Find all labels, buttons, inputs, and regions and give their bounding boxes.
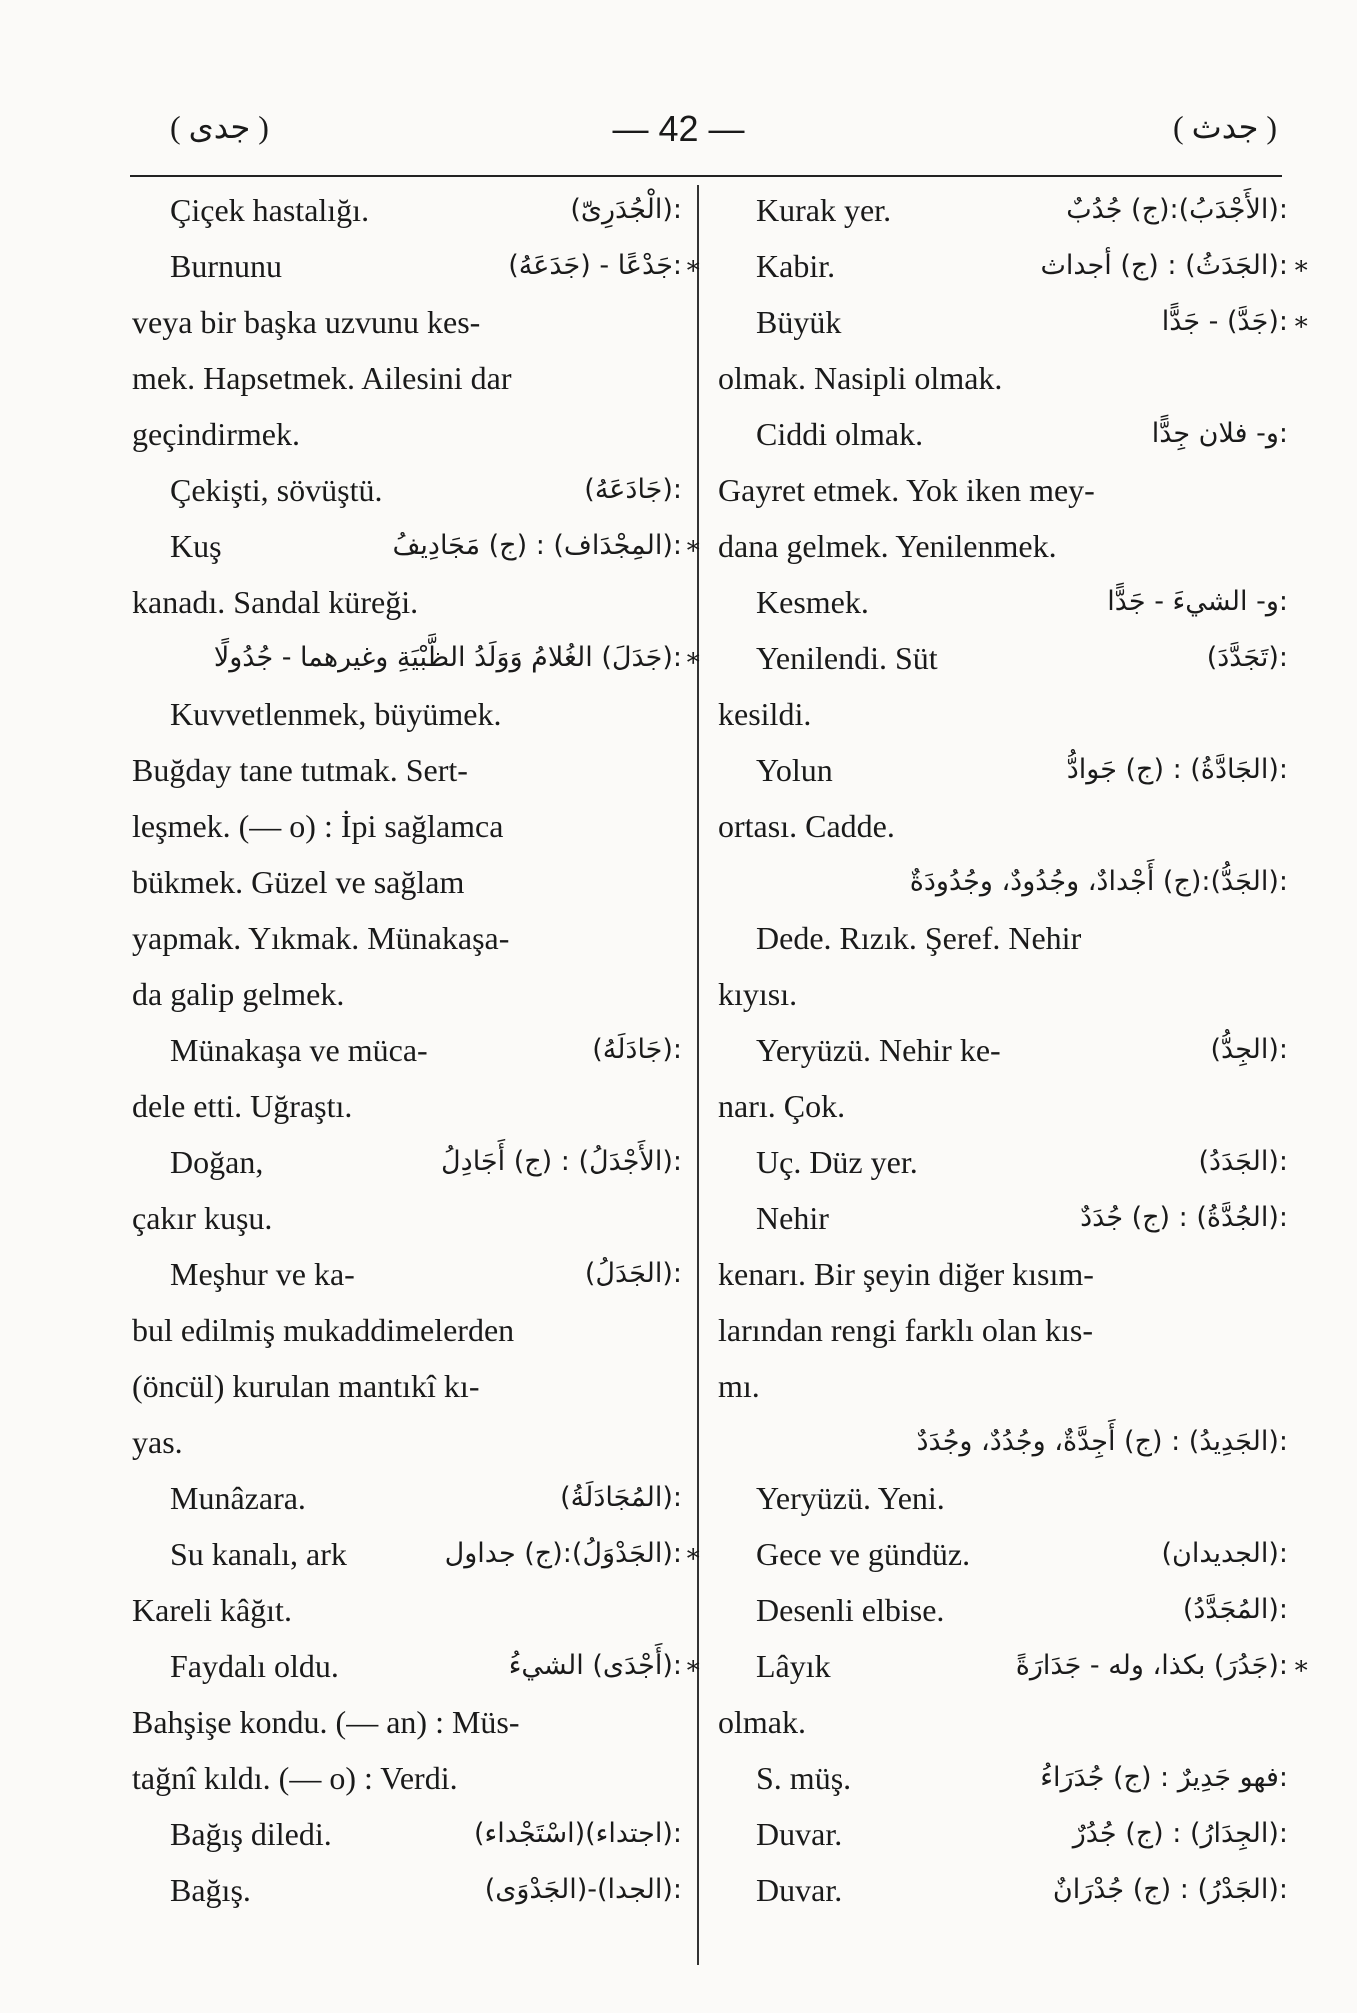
entry-star-marker: ∗	[684, 1651, 702, 1680]
entry-line	[132, 1750, 682, 1806]
turkish-text: Faydalı oldu.	[170, 1648, 339, 1684]
entry-line	[718, 1750, 1288, 1806]
arabic-headword: :(الجَدْرُ) : (ج) جُدْرَانٌ	[1052, 1874, 1288, 1905]
turkish-text: olmak. Nasipli olmak.	[718, 360, 1003, 396]
header-right-keyword: ( جدث )	[1172, 109, 1277, 145]
turkish-text: Doğan,	[170, 1144, 264, 1180]
turkish-text: Lâyık	[756, 1648, 831, 1684]
header-rule	[130, 175, 1282, 177]
turkish-text: Yeryüzü. Nehir ke-	[756, 1032, 1001, 1068]
arabic-headword: :(الجُدَّةُ) : (ج) جُدَدٌ	[1080, 1202, 1288, 1233]
entry-line	[132, 630, 702, 686]
arabic-headword: :(الأَجْدَبُ):(ج) جُدُبٌ	[1066, 194, 1288, 225]
turkish-text: Nehir	[756, 1200, 829, 1236]
entry-star-marker: ∗	[1292, 251, 1310, 280]
turkish-text: Münakaşa ve müca-	[170, 1032, 428, 1068]
arabic-headword: :(الجَدْوَلُ):(ج) جداول	[444, 1538, 682, 1569]
turkish-text: Kabir.	[756, 248, 836, 284]
entry-star-marker: ∗	[684, 643, 702, 672]
turkish-text: olmak.	[718, 1704, 806, 1740]
entry-line	[718, 1470, 1288, 1526]
arabic-headword: :(الجَدَلُ)	[584, 1258, 682, 1289]
entry-line	[718, 406, 1288, 462]
arabic-headword: :(أَجْدَى) الشيءُ	[508, 1650, 682, 1681]
arabic-headword: :(جَدُرَ) بكذا، وله - جَدَارَةً	[1015, 1650, 1288, 1681]
right-column	[718, 182, 1310, 1918]
entry-line	[132, 1022, 682, 1078]
entry-line	[718, 574, 1288, 630]
entry-line	[718, 294, 1310, 350]
entry-line	[718, 1358, 1288, 1414]
entry-line	[718, 350, 1288, 406]
entry-line	[718, 1638, 1310, 1694]
entry-line	[718, 1414, 1288, 1470]
turkish-text: dana gelmek. Yenilenmek.	[718, 528, 1057, 564]
entry-line	[132, 182, 682, 238]
entry-star-marker: ∗	[684, 1539, 702, 1568]
turkish-text: dele etti. Uğraştı.	[132, 1088, 353, 1124]
turkish-text: ortası. Cadde.	[718, 808, 895, 844]
entry-line	[132, 1134, 682, 1190]
entry-line	[718, 1862, 1288, 1918]
entry-line	[718, 1582, 1288, 1638]
entry-line	[132, 1414, 682, 1470]
entry-line	[132, 686, 682, 742]
entry-line	[132, 1470, 682, 1526]
turkish-text: kenarı. Bir şeyin diğer kısım-	[718, 1256, 1094, 1292]
turkish-text: Dede. Rızık. Şeref. Nehir	[756, 920, 1082, 956]
entry-line	[718, 1134, 1288, 1190]
entry-star-marker: ∗	[684, 251, 702, 280]
turkish-text: Burnunu	[170, 248, 282, 284]
turkish-text: veya bir başka uzvunu kes-	[132, 304, 481, 340]
column-divider	[697, 185, 699, 1965]
turkish-text: bükmek. Güzel ve sağlam	[132, 864, 465, 900]
entry-line	[132, 1358, 682, 1414]
entry-line	[132, 742, 682, 798]
entry-line	[132, 1862, 682, 1918]
turkish-text: tağnî kıldı. (— o) : Verdi.	[132, 1760, 458, 1796]
arabic-headword: :(الجَادَّةُ) : (ج) جَوادُّ	[1066, 754, 1288, 785]
entry-line	[718, 182, 1288, 238]
turkish-text: Gayret etmek. Yok iken mey-	[718, 472, 1095, 508]
entry-star-marker: ∗	[684, 531, 702, 560]
turkish-text: Meşhur ve ka-	[170, 1256, 355, 1292]
turkish-text: Çiçek hastalığı.	[170, 192, 370, 228]
entry-line	[132, 1582, 682, 1638]
turkish-text: Kurak yer.	[756, 192, 892, 228]
entry-star-marker: ∗	[1292, 1651, 1310, 1680]
turkish-text: kıyısı.	[718, 976, 798, 1012]
entry-line	[718, 1078, 1288, 1134]
entry-line	[132, 518, 702, 574]
arabic-headword: :(الجِدُّ)	[1210, 1034, 1288, 1065]
turkish-text: Yenilendi. Süt	[756, 640, 938, 676]
arabic-headword: :(جَادَلَهُ)	[592, 1034, 682, 1065]
entry-line	[132, 1302, 682, 1358]
turkish-text: Duvar.	[756, 1872, 843, 1908]
arabic-headword: :و- فلان جِدًّا	[1151, 418, 1288, 449]
turkish-text: larından rengi farklı olan kıs-	[718, 1312, 1093, 1348]
turkish-text: Bahşişe kondu. (— an) : Müs-	[132, 1704, 520, 1740]
turkish-text: Kesmek.	[756, 584, 869, 620]
entry-line	[718, 1806, 1288, 1862]
entry-line	[718, 462, 1288, 518]
left-column	[132, 182, 702, 1918]
arabic-headword: :(جَادَعَهُ)	[584, 474, 682, 505]
entry-line	[132, 1190, 682, 1246]
arabic-headword: :(اجتداء)(اسْتَجْداء)	[473, 1818, 682, 1849]
turkish-text: Ciddi olmak.	[756, 416, 924, 452]
entry-line	[718, 1246, 1288, 1302]
entry-line	[718, 798, 1288, 854]
turkish-text: Kareli kâğıt.	[132, 1592, 292, 1628]
turkish-text: yas.	[132, 1424, 183, 1460]
turkish-text: Büyük	[756, 304, 842, 340]
turkish-text: Bağış diledi.	[170, 1816, 332, 1852]
turkish-text: Munâzara.	[170, 1480, 306, 1516]
arabic-headword: :(المُجَدَّدُ)	[1182, 1594, 1288, 1625]
turkish-text: narı. Çok.	[718, 1088, 846, 1124]
entry-line	[132, 574, 682, 630]
turkish-text: mı.	[718, 1368, 760, 1404]
turkish-text: Kuvvetlenmek, büyümek.	[170, 696, 502, 732]
entry-line	[718, 1022, 1288, 1078]
turkish-text: Yeryüzü. Yeni.	[756, 1480, 945, 1516]
turkish-text: S. müş.	[756, 1760, 852, 1796]
entry-line	[718, 1302, 1288, 1358]
arabic-headword: :(جَدَلَ) الغُلامُ وَوَلَدُ الظَّبْيَةِ وغيرهما - جُدُولًا	[213, 642, 682, 673]
entry-line	[132, 1806, 682, 1862]
entry-line	[132, 1638, 702, 1694]
turkish-text: da galip gelmek.	[132, 976, 345, 1012]
turkish-text: Çekişti, sövüştü.	[170, 472, 383, 508]
entry-line	[718, 742, 1288, 798]
turkish-text: Desenli elbise.	[756, 1592, 945, 1628]
entry-line	[718, 1694, 1288, 1750]
arabic-headword: :(الجِدَارُ) : (ج) جُدُرٌ	[1072, 1818, 1288, 1849]
turkish-text: mek. Hapsetmek. Ailesini dar	[132, 360, 512, 396]
turkish-text: Kuş	[170, 528, 222, 564]
turkish-text: Buğday tane tutmak. Sert-	[132, 752, 468, 788]
turkish-text: kesildi.	[718, 696, 812, 732]
turkish-text: kanadı. Sandal küreği.	[132, 584, 419, 620]
entry-line	[132, 854, 682, 910]
entry-line	[132, 350, 682, 406]
entry-line	[132, 1526, 702, 1582]
arabic-headword: :(الجَدَثُ) : (ج) أجداث	[1040, 250, 1288, 281]
entry-star-marker: ∗	[1292, 307, 1310, 336]
arabic-headword: :(المِجْدَاف) : (ج) مَجَادِيفُ	[392, 530, 682, 561]
turkish-text: (öncül) kurulan mantıkî kı-	[132, 1368, 480, 1404]
entry-line	[718, 1526, 1288, 1582]
entry-line	[132, 1246, 682, 1302]
arabic-headword: :(الأَجْدَلُ) : (ج) أَجَادِلُ	[441, 1146, 682, 1177]
turkish-text: Su kanalı, ark	[170, 1536, 347, 1572]
entry-line	[132, 798, 682, 854]
arabic-headword: :(الجَدِيدُ) : (ج) أَجِدَّةٌ، وجُدُدٌ، وجُدَدٌ	[916, 1426, 1288, 1457]
entry-line	[718, 854, 1288, 910]
entry-line	[718, 238, 1310, 294]
entry-line	[718, 966, 1288, 1022]
entry-line	[718, 1190, 1288, 1246]
entry-line	[132, 1694, 682, 1750]
arabic-headword: :(الجَدَدُ)	[1198, 1146, 1288, 1177]
turkish-text: Uç. Düz yer.	[756, 1144, 918, 1180]
arabic-headword: :جَدْعًا - (جَدَعَهُ)	[508, 250, 682, 281]
arabic-headword: :(تَجَدَّدَ)	[1206, 642, 1288, 673]
turkish-text: geçindirmek.	[132, 416, 300, 452]
entry-line	[718, 630, 1288, 686]
turkish-text: bul edilmiş mukaddimelerden	[132, 1312, 515, 1348]
entry-line	[132, 1078, 682, 1134]
entry-line	[132, 462, 682, 518]
header-left-keyword: ( جدى )	[170, 109, 269, 145]
arabic-headword: :(الْجُدَرِىّ)	[570, 194, 682, 225]
arabic-headword: :(الجديدان)	[1161, 1538, 1288, 1569]
turkish-text: çakır kuşu.	[132, 1200, 273, 1236]
entry-line	[132, 406, 682, 462]
entry-line	[132, 294, 682, 350]
entry-line	[132, 238, 702, 294]
turkish-text: Yolun	[756, 752, 833, 788]
turkish-text: Bağış.	[170, 1872, 251, 1908]
entry-line	[132, 910, 682, 966]
turkish-text: yapmak. Yıkmak. Münakaşa-	[132, 920, 510, 956]
entry-line	[718, 686, 1288, 742]
entry-line	[718, 518, 1288, 574]
turkish-text: Duvar.	[756, 1816, 843, 1852]
arabic-headword: :(الجدا)-(الجَدْوَى)	[484, 1874, 682, 1905]
turkish-text: leşmek. (— o) : İpi sağlamca	[132, 808, 504, 844]
arabic-headword: :(جَدَّ) - جَدًّا	[1161, 306, 1288, 337]
arabic-headword: :(المُجَادَلَةُ)	[560, 1482, 682, 1513]
turkish-text: Gece ve gündüz.	[756, 1536, 971, 1572]
page-number: — 42 —	[612, 108, 745, 149]
entry-line	[718, 910, 1288, 966]
entry-line	[132, 966, 682, 1022]
arabic-headword: :فهو جَدِيرٌ : (ج) جُدَرَاءُ	[1040, 1762, 1288, 1793]
arabic-headword: :و- الشيءَ - جَدًّا	[1107, 586, 1288, 617]
arabic-headword: :(الجَدُّ):(ج) أَجْدادٌ، وجُدُودٌ، وجُدُودَةٌ	[909, 866, 1288, 897]
